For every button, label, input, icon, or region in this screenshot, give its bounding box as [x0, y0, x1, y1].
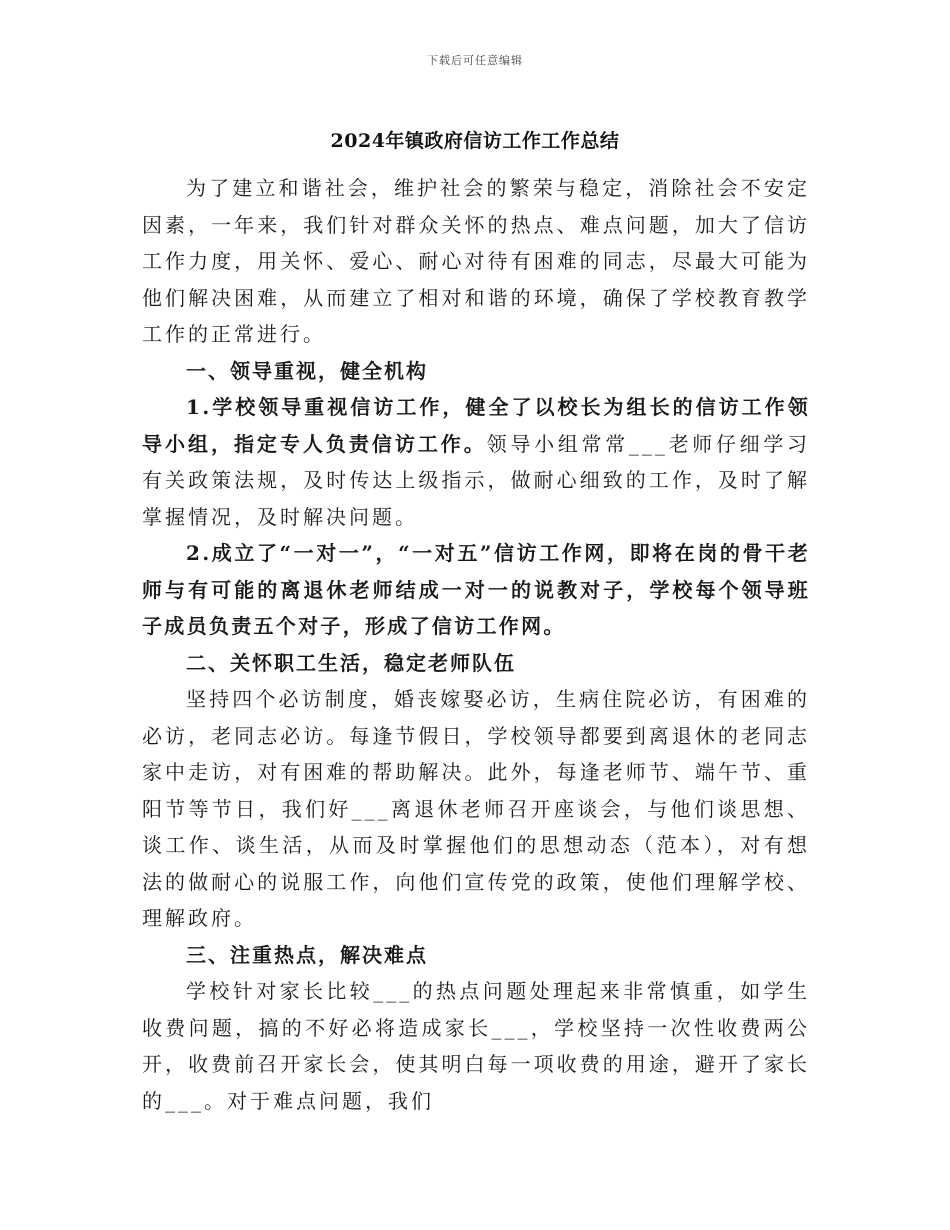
section-heading-1: 一、领导重视，健全机构 — [186, 358, 428, 383]
intro-paragraph: 为了建立和谐社会，维护社会的繁荣与稳定，消除社会不安定因素，一年来，我们针对群众关怀的热点、难点问题，加大了信访工作力度，用关怀、爱心、耐心对待有困难的同志，尽最大可能为他们解决困难，从而建立了相对和谐的环境，确保了学校教育教学工作的正常进行。 — [142, 176, 810, 346]
item-1-paragraph — [142, 389, 810, 535]
header-note: 下载后可任意编辑 — [427, 54, 523, 67]
section-heading-3: 三、注重热点，解决难点 — [186, 942, 428, 967]
item-1-text: 领导小组常常___老师仔细学习有关政策法规，及时传达上级指示，做耐心细致的工作，及时了解掌握情况，及时解决问题。 — [142, 431, 811, 529]
section-2-paragraph: 坚持四个必访制度，婚丧嫁娶必访，生病住院必访，有困难的必访，老同志必访。每逢节假日，学校领导都要到离退休的老同志家中走访，对有困难的帮助解决。此外，每逢老师节、端午节、重阳节等节日，我们好___离退休老师召开座谈会，与他们谈思想、谈工作、谈生活，从而及时掌握他们的思想动态（范本），对有想法的做耐心的说服工作，向他们宣传党的政策，使他们理解学校、理解政府。 — [142, 687, 810, 930]
document-title: 2024年镇政府信访工作工作总结 — [330, 130, 620, 152]
item-2-paragraph: 2.成立了“一对一”，“一对五”信访工作网，即将在岗的骨干老师与有可能的离退休老师结成一对一的说教对子，学校每个领导班子成员负责五个对子，形成了信访工作网。 — [142, 541, 810, 638]
section-heading-2: 二、关怀职工生活，稳定老师队伍 — [186, 650, 516, 675]
item-1-emphasis: 1.学校领导重视信访工作，健全了以校长为组长的信访工作领导小组，指定专人负责信访工作。 — [142, 395, 810, 456]
document-body — [142, 170, 810, 1119]
section-3-paragraph: 学校针对家长比较___的热点问题处理起来非常慎重，如学生收费问题，搞的不好必将造成家长___，学校坚持一次性收费两公开，收费前召开家长会，使其明白每一项收费的用途，避开了家长的___。对于难点问题，我们 — [142, 979, 810, 1113]
